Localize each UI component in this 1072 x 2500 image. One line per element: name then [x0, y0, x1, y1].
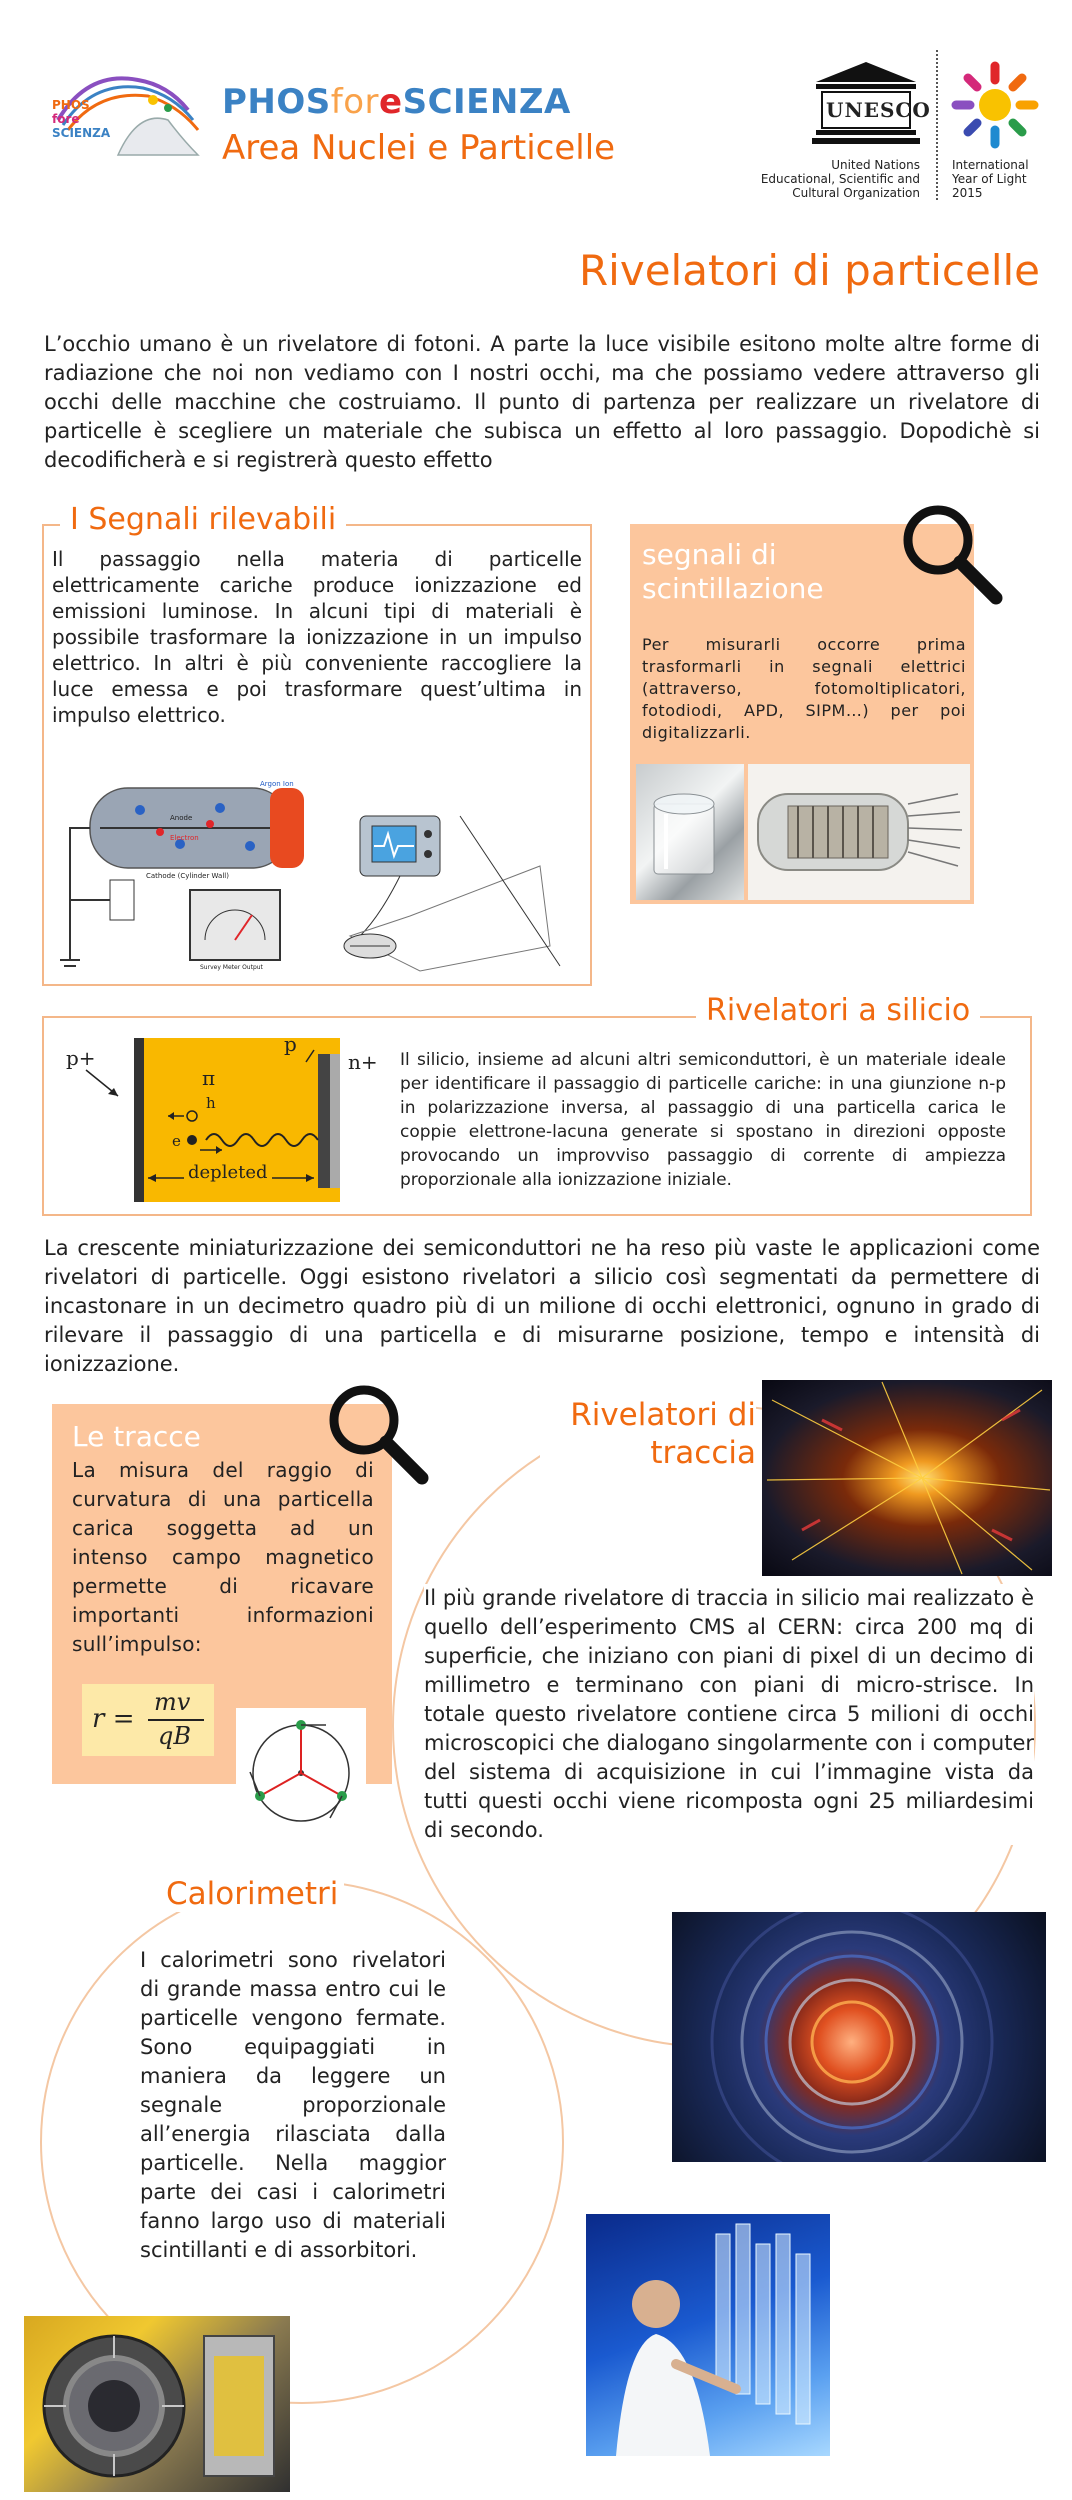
tracce-title: Le tracce	[72, 1420, 201, 1453]
silicon-junction-diagram	[56, 1032, 386, 1208]
phos-logo-text: PHOS fore SCIENZA	[52, 98, 111, 140]
meter-label: Survey Meter Output	[200, 964, 263, 971]
intro-paragraph: L’occhio umano è un rivelatore di fotoni. A parte la luce visibile esitono molte altre forme di radiazione che noi non vediamo con I nostri occhi, ma che possiamo vedere attraverso gli occhi delle macchine che costruiamo. Il punto di partenza per realizzare un rivelatore di particelle è scegliere un materiale che subisca un effetto al loro passaggio. Dopodichè si decodificherà e si registrerà questo effetto	[44, 332, 1040, 472]
segnali-title: I Segnali rilevabili	[60, 502, 346, 537]
radius-formula	[82, 1684, 214, 1756]
iyl-caption: International Year of Light 2015	[952, 158, 1029, 200]
formula-numerator: mv	[154, 1688, 191, 1716]
phos-logo	[48, 60, 208, 160]
header	[0, 0, 1072, 220]
traccia-title: Rivelatori di traccia	[540, 1396, 756, 1472]
anode-label: Anode	[170, 814, 193, 822]
h-label: h	[206, 1094, 216, 1112]
n-plus-label: n+	[348, 1050, 378, 1074]
scintillazione-text: Per misurarli occorre prima trasformarli in segnali elettrici (attraverso, fotomoltiplicatori, fotodiodi, APD, SIPM…) per poi digitalizzarli.	[642, 635, 966, 742]
electron-label: Electron	[170, 834, 199, 842]
cms-tracker-photo	[672, 1912, 1046, 2162]
particle-collision-photo	[762, 1380, 1052, 1576]
scintillator-crystal-photo	[636, 764, 744, 900]
pi-label: π	[202, 1066, 216, 1090]
e-label: e	[172, 1132, 181, 1150]
tracce-text: La misura del raggio di curvatura di una particella carica soggetta ad un intenso campo magnetico permette di ricavare importanti informazioni sull’impulso:	[72, 1458, 374, 1656]
ionization-chamber-diagram	[340, 806, 570, 976]
photomultiplier-photo	[748, 764, 970, 900]
cms-calorimeter-photo	[24, 2316, 290, 2492]
depleted-label: depleted	[184, 1162, 272, 1183]
formula-lhs: r =	[92, 1704, 135, 1734]
magnifier-icon	[896, 498, 1006, 608]
calorimetri-title: Calorimetri	[160, 1876, 344, 1912]
silicio-text: Il silicio, insieme ad alcuni altri semiconduttori, è un materiale ideale per identificare il passaggio di particelle cariche: in una giunzione n-p in polarizzazione inversa, al passaggio di una particella carica le coppie elettrone-lacuna generate si spostano in direzioni opposte provocando un improvviso passaggio di corrente di ampiezza proporzionale alla ionizzazione iniziale.	[400, 1050, 1006, 1190]
header-divider	[936, 50, 938, 200]
unesco-caption: United Nations Educational, Scientific and Cultural Organization	[760, 158, 920, 200]
cathode-label: Cathode (Cylinder Wall)	[146, 872, 229, 880]
unesco-logo	[812, 60, 931, 146]
page-title: Rivelatori di particelle	[579, 246, 1040, 295]
p-label: p	[284, 1032, 297, 1056]
area-subtitle: Area Nuclei e Particelle	[222, 128, 616, 168]
scientist-crystals-photo	[586, 2214, 830, 2456]
circular-motion-diagram	[236, 1708, 366, 1838]
brand-title: PHOSforeSCIENZA	[222, 82, 571, 122]
traccia-text: Il più grande rivelatore di traccia in silicio mai realizzato è quello dell’esperimento CMS al CERN: circa 200 mq di superficie, che iniziano con piani di pixel di un decimo di millimetro e terminano con piani di micro-strisce. In totale questo rivelatore contiene circa 5 milioni di occhi microscopici che dialogano singolarmente con i computer del sistema di acquisizione in cui l’immagine vista da tutti questi occhi viene ricomposta ogni 25 miliardesimi di secondo.	[424, 1584, 1034, 1845]
calorimetri-text: I calorimetri sono rivelatori di grande massa entro cui le particelle vengono fermate. Sono equipaggiati in maniera da leggere un segnale proporzionale all’energia rilasciata dalla particelle. Nella maggior parte dei casi i calorimetri fanno largo uso di materiali scintillanti e di assorbitori.	[140, 1948, 446, 2262]
silicio-title: Rivelatori a silicio	[696, 993, 980, 1028]
iyl-logo	[950, 60, 1040, 150]
unesco-logo-text: UNESCO	[826, 98, 931, 122]
argon-label: Argon Ion	[260, 780, 294, 788]
geiger-counter-diagram	[60, 780, 320, 980]
scintillazione-title: segnali di scintillazione	[642, 538, 824, 605]
formula-denominator: qB	[158, 1722, 191, 1750]
segnali-text: Il passaggio nella materia di particelle elettricamente cariche produce ionizzazione ed emissioni luminose. In alcuni tipi di materiali è possibile trasformare la ionizzazione in un impulso elettrico. In altri è più conveniente raccogliere la luce emessa e poi trasformare quest’ultima in impulso elettrico.	[52, 547, 582, 727]
p-plus-label: p+	[66, 1046, 96, 1070]
miniaturizzazione-paragraph: La crescente miniaturizzazione dei semiconduttori ne ha reso più vaste le applicazioni come rivelatori di particelle. Oggi esistono rivelatori a silicio così segmentati da permettere di incastonare in un decimetro quadro più di un milione di occhi elettronici, ognuno in grado di rilevare il passaggio di una particella e di misurarne posizione, tempo e intensità di ionizzazione.	[44, 1236, 1040, 1376]
formula-bar	[148, 1719, 204, 1721]
